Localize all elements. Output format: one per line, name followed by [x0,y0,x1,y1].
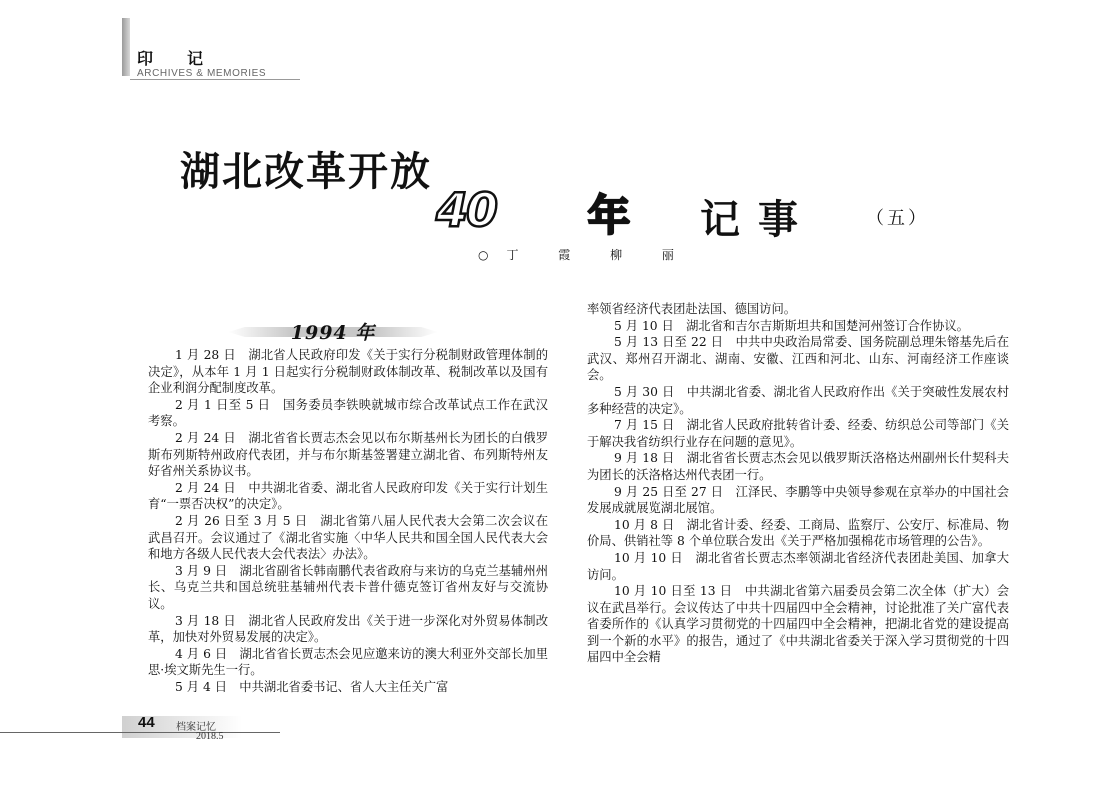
entry-paragraph: 9 月 18 日 湖北省省长贾志杰会见以俄罗斯沃洛格达州副州长什契科夫为团长的沃洛格达州代表团一行。 [587,451,1009,482]
left-column [148,347,548,695]
entry-paragraph: 10 月 10 日至 13 日 中共湖北省第六届委员会第二次全体（扩大）会议在武昌举行。会议传达了中共十四届四中全会精神，讨论批准了关广富代表省委所作的《认真学习贯彻党的十四届四中全会精神，把湖北省党的建设提高到一个新的水平》的报告，通过了《中共湖北省委关于深入学习贯彻党的十四届四中全会精 [587,584,1009,665]
entry-paragraph: 1 月 28 日 湖北省人民政府印发《关于实行分税制财政管理体制的决定》，从本年 1 月 1 日起实行分税制财政体制改革、税制改革以及国有企业利润分配制度改革。 [148,348,548,396]
entry-paragraph: 2 月 1 日至 5 日 国务委员李铁映就城市综合改革试点工作在武汉考察。 [148,397,548,429]
year-heading: 1994 年 [290,322,376,344]
page-number: 44 [138,714,155,731]
entry-paragraph: 10 月 10 日 湖北省省长贾志杰率领湖北省经济代表团赴美国、加拿大访问。 [587,550,1009,582]
entry-paragraph: 4 月 6 日 湖北省省长贾志杰会见应邀来访的澳大利亚外交部长加里思·埃文斯先生一行。 [148,646,548,678]
footer-divider [0,732,280,733]
entry-paragraph-continued: 率领省经济代表团赴法国、德国访问。 [587,302,797,316]
article-title-line2: 记事 [700,197,816,243]
journal-name: 档案记忆 [176,722,216,733]
entry-paragraph: 7 月 15 日 湖北省人民政府批转省计委、经委、纺织总公司等部门《关于解决我省纺织行业存在问题的意见》。 [587,418,1009,449]
entry-paragraph: 3 月 18 日 湖北省人民政府发出《关于进一步深化对外贸易体制改革，加快对外贸易发展的决定》。 [148,613,548,645]
article-title-year-char: 年 [588,191,631,240]
year-banner [228,318,438,344]
entry-paragraph: 2 月 24 日 中共湖北省委、湖北省人民政府印发《关于实行计划生育“一票否决权”的决定》。 [148,480,548,512]
entry-paragraph: 9 月 25 日至 27 日 江泽民、李鹏等中央领导参观在京举办的中国社会发展成就展览湖北展馆。 [587,484,1009,516]
section-tag: 印记 [137,49,238,68]
entry-paragraph: 5 月 30 日 中共湖北省委、湖北省人民政府作出《关于突破性发展农村多种经营的决定》。 [587,384,1009,416]
header-side-bar [122,18,130,76]
entry-paragraph: 10 月 8 日 湖北省计委、经委、工商局、监察厅、公安厅、标准局、物价局、供销社等 8 个单位联合发出《关于严格加强棉花市场管理的公告》。 [587,517,1009,549]
entry-paragraph: 5 月 10 日 湖北省和吉尔吉斯斯坦共和国楚河州签订合作协议。 [614,318,969,333]
article-title-line1: 湖北改革开放 [180,149,432,195]
entry-paragraph: 5 月 13 日至 22 日 中共中央政治局常委、国务院副总理朱镕基先后在武汉、郑州召开湖北、湖南、安徽、江西和河北、山东、河南经济工作座谈会。 [587,335,1009,383]
article-title-part: （五） [866,208,929,229]
section-subtitle: ARCHIVES & MEMORIES [137,68,267,79]
entry-paragraph: 3 月 9 日 湖北省副省长韩南鹏代表省政府与来访的乌克兰基辅州州长、乌克兰共和国总统驻基辅州代表卡普什德克签订省州友好与交流协议。 [148,563,548,611]
entry-paragraph: 2 月 26 日至 3 月 5 日 湖北省第八届人民代表大会第二次会议在武昌召开。会议通过了《湖北省实施〈中华人民共和国全国人民代表大会和地方各级人民代表大会代表法〉办法》。 [148,513,548,562]
right-column [587,301,1009,666]
author-line: ○丁 霞 柳 丽 [478,248,692,262]
entry-paragraph: 5 月 4 日 中共湖北省委书记、省人大主任关广富 [175,679,449,694]
entry-paragraph: 2 月 24 日 湖北省省长贾志杰会见以布尔斯基州长为团长的白俄罗斯布列斯特州政府代表团，并与布尔斯基签署建立湖北省、布列斯特州友好省州关系协议书。 [148,430,548,479]
header-divider [130,79,300,80]
article-title-number: 40 [436,183,497,237]
issue-number: 2018.5 [196,731,224,742]
